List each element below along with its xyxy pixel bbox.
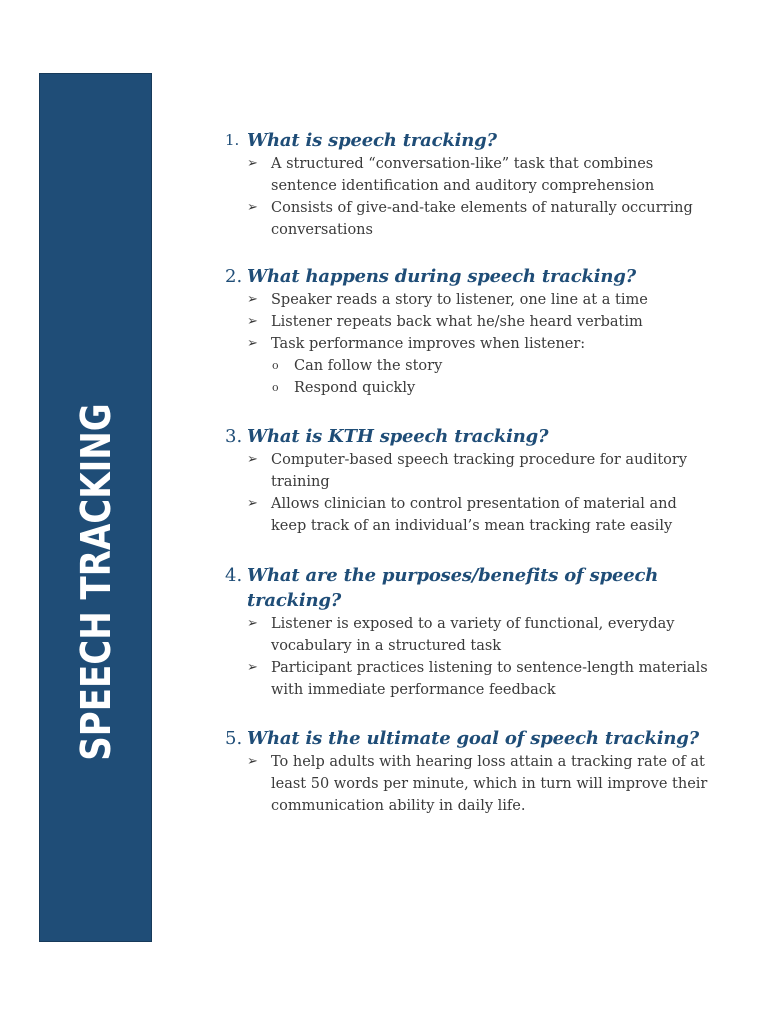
list-item xyxy=(272,355,715,377)
question-5 xyxy=(225,726,715,817)
question-number: 3. xyxy=(225,426,243,447)
sub-bullet-text: Can follow the story xyxy=(294,358,443,374)
arrow-bullet-icon: ➢ xyxy=(247,754,258,769)
list-item xyxy=(247,289,715,311)
sidebar-title xyxy=(72,367,120,798)
list-item xyxy=(247,657,715,701)
arrow-bullet-icon: ➢ xyxy=(247,452,258,467)
circle-bullet-icon: o xyxy=(272,381,279,394)
bullet-text: To help adults with hearing loss attain a tracking rate of at least 50 words per minute, which in turn will improve their communication ability in daily life. xyxy=(271,754,708,814)
question-number: 4. xyxy=(225,565,243,586)
arrow-bullet-icon: ➢ xyxy=(247,616,258,631)
bullet-text: Allows clinician to control presentation of material and keep track of an individual’s mean tracking rate easily xyxy=(271,496,677,534)
arrow-bullet-icon: ➢ xyxy=(247,660,258,675)
list-item xyxy=(247,449,715,493)
sidebar-title-text: SPEECH TRACKING xyxy=(71,403,120,761)
list-item xyxy=(272,377,715,399)
list-item xyxy=(247,751,715,817)
question-title: What happens during speech tracking? xyxy=(247,266,637,287)
bullet-list xyxy=(225,289,715,355)
bullet-list xyxy=(225,751,715,817)
bullet-text: Speaker reads a story to listener, one line at a time xyxy=(271,292,648,308)
bullet-text: A structured “conversation-like” task that combines sentence identification and auditory comprehension xyxy=(271,156,655,194)
arrow-bullet-icon: ➢ xyxy=(247,156,258,171)
arrow-bullet-icon: ➢ xyxy=(247,200,258,215)
question-2 xyxy=(225,264,715,399)
question-4-heading xyxy=(225,563,715,613)
circle-bullet-icon: o xyxy=(272,359,279,372)
question-number: 2. xyxy=(225,266,243,287)
bullet-text: Participant practices listening to sentence-length materials with immediate performance feedback xyxy=(271,660,708,698)
bullet-text: Listener repeats back what he/she heard verbatim xyxy=(271,314,643,330)
bullet-list xyxy=(225,449,715,537)
bullet-text: Computer-based speech tracking procedure for auditory training xyxy=(271,452,688,490)
list-item xyxy=(247,153,715,197)
bullet-text: Task performance improves when listener: xyxy=(271,336,586,352)
question-title: What is speech tracking? xyxy=(247,130,497,151)
question-5-heading xyxy=(225,726,715,751)
question-title: What is the ultimate goal of speech tracking? xyxy=(247,728,699,749)
arrow-bullet-icon: ➢ xyxy=(247,336,258,351)
sub-bullet-text: Respond quickly xyxy=(294,380,416,396)
list-item xyxy=(247,493,715,537)
list-item xyxy=(247,333,715,355)
list-item xyxy=(247,197,715,241)
sub-bullet-list xyxy=(225,355,715,399)
bullet-text: Listener is exposed to a variety of functional, everyday vocabulary in a structured task xyxy=(271,616,675,654)
bullet-text: Consists of give-and-take elements of naturally occurring conversations xyxy=(271,200,693,238)
sidebar-banner xyxy=(39,73,152,942)
question-title: What are the purposes/benefits of speech tracking? xyxy=(247,565,659,611)
question-number: 1. xyxy=(225,131,240,149)
arrow-bullet-icon: ➢ xyxy=(247,314,258,329)
question-3 xyxy=(225,424,715,537)
arrow-bullet-icon: ➢ xyxy=(247,292,258,307)
question-1-heading xyxy=(225,128,715,153)
question-3-heading xyxy=(225,424,715,449)
list-item xyxy=(247,613,715,657)
list-item xyxy=(247,311,715,333)
question-2-heading xyxy=(225,264,715,289)
arrow-bullet-icon: ➢ xyxy=(247,496,258,511)
question-1 xyxy=(225,128,715,241)
question-title: What is KTH speech tracking? xyxy=(247,426,549,447)
faq-content xyxy=(225,128,715,817)
bullet-list xyxy=(225,613,715,701)
question-number: 5. xyxy=(225,728,243,749)
bullet-list xyxy=(225,153,715,241)
question-4 xyxy=(225,563,715,701)
